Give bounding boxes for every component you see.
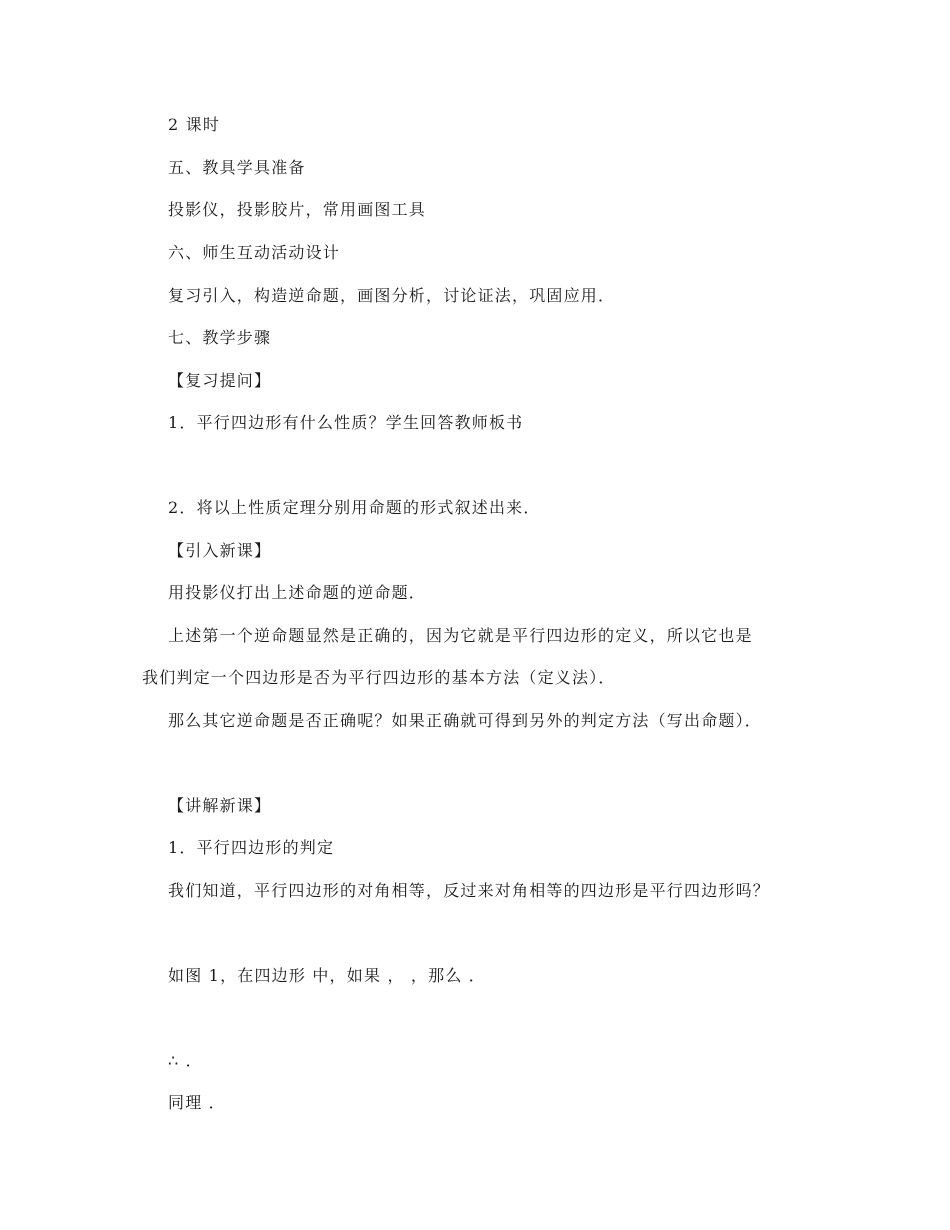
explain-paragraph-1: 我们知道，平行四边形的对角相等，反过来对角相等的四边形是平行四边形吗？ [168,881,771,900]
intro-paragraph-2-line-1: 上述第一个逆命题显然是正确的，因为它就是平行四边形的定义，所以它也是 [168,626,753,645]
section-heading-teaching-steps: 七、教学步骤 [168,328,272,347]
similarly-statement: 同理 ． [168,1093,226,1112]
section-heading-teaching-aids: 五、教具学具准备 [168,158,306,177]
intro-paragraph-3: 那么其它逆命题是否正确呢？如果正确就可得到另外的判定方法（写出命题）． [168,711,763,730]
intro-paragraph-2-line-2: 我们判定一个四边形是否为平行四边形的基本方法（定义法）． [142,668,616,687]
figure-1-statement: 如图 1，在四边形 中，如果 ， ，那么 ． [168,966,487,985]
therefore-statement: ∴ ． [168,1051,203,1070]
section-heading-interaction-design: 六、师生互动活动设计 [168,243,341,262]
topic-heading-parallelogram-criteria: 1．平行四边形的判定 [168,838,335,857]
lesson-hours: 2 课时 [168,115,221,134]
review-question-2: 2．将以上性质定理分别用命题的形式叙述出来． [168,498,541,517]
review-question-1: 1．平行四边形有什么性质？学生回答教师板书 [168,413,524,432]
subheading-review: 【复习提问】 [168,371,272,390]
interaction-design-text: 复习引入，构造逆命题，画图分析，讨论证法，巩固应用． [168,286,616,305]
intro-paragraph-1: 用投影仪打出上述命题的逆命题． [168,583,427,602]
subheading-introduce-new-lesson: 【引入新课】 [168,541,272,560]
teaching-aids-text: 投影仪，投影胶片，常用画图工具 [168,200,427,219]
subheading-explain-new-lesson: 【讲解新课】 [168,796,272,815]
